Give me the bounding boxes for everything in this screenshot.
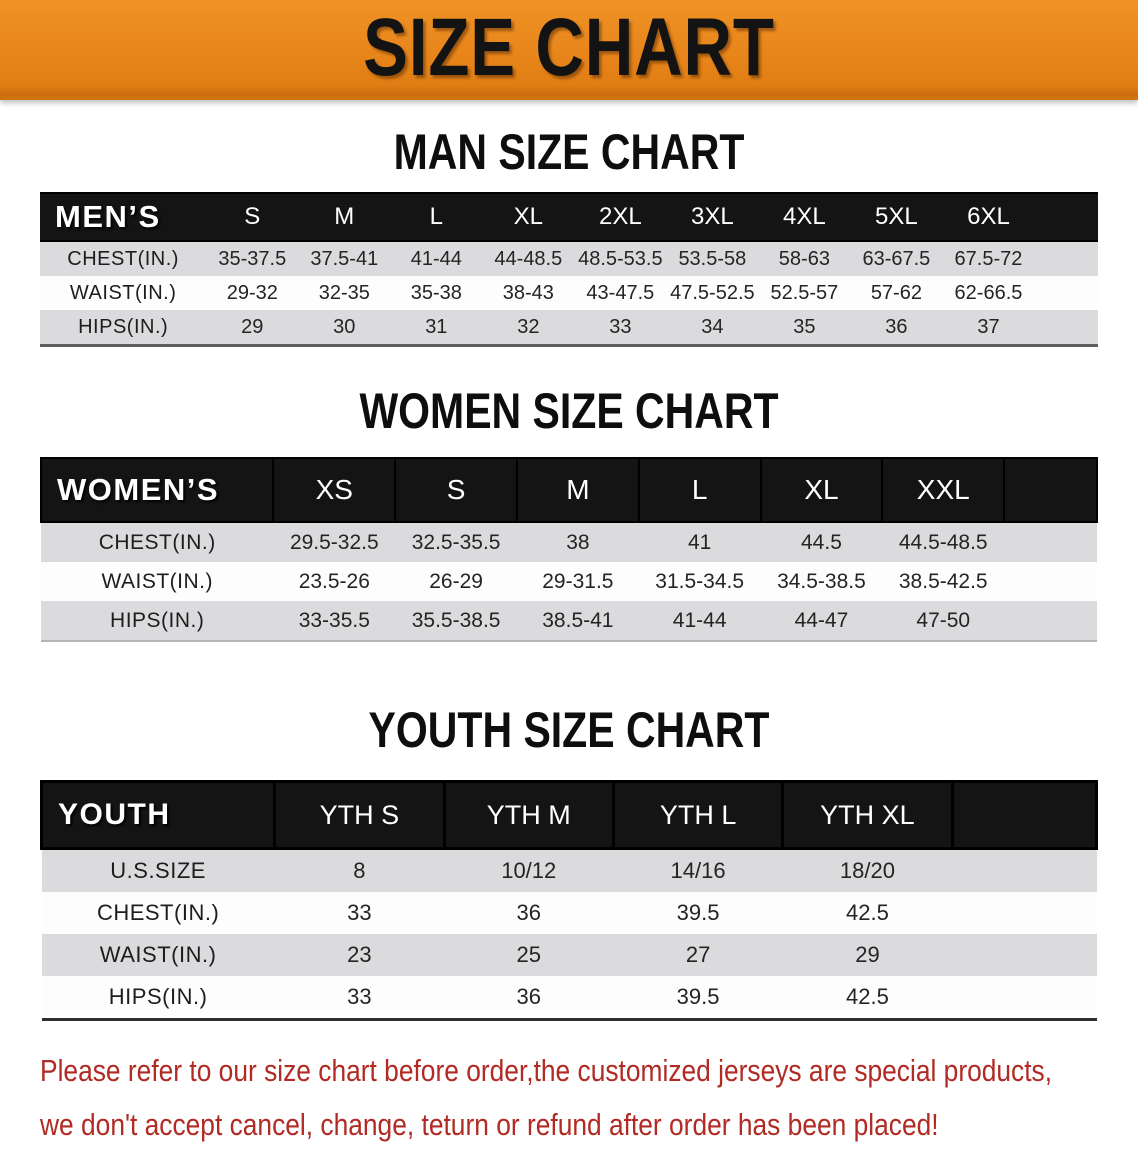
size-column-header: 3XL — [666, 193, 758, 241]
row-spacer — [952, 892, 1096, 934]
row-spacer — [1035, 276, 1098, 310]
size-value-cell: 52.5-57 — [770, 281, 839, 304]
size-column-header: YTH L — [613, 782, 782, 849]
row-label: HIPS(IN.) — [78, 315, 169, 338]
size-column-header: XL — [761, 458, 883, 522]
size-value-cell: 38.5-41 — [542, 608, 614, 632]
size-value-cell: 34 — [701, 315, 724, 338]
table-row — [42, 934, 1097, 976]
size-value-cell: 41-44 — [672, 608, 727, 632]
size-value-cell: 58-63 — [778, 247, 830, 270]
size-column-header: L — [639, 458, 761, 522]
size-column-header: 5XL — [850, 193, 942, 241]
size-value-cell: 39.5 — [676, 900, 720, 925]
size-value-cell: 33 — [347, 984, 372, 1009]
size-value-cell: 36 — [885, 315, 908, 338]
size-value-cell: 63-67.5 — [862, 247, 931, 270]
size-value-cell: 23 — [347, 942, 372, 967]
row-label: HIPS(IN.) — [108, 984, 208, 1009]
size-column-header: S — [206, 193, 298, 241]
size-value-cell: 44-48.5 — [494, 247, 563, 270]
size-value-cell: 29 — [241, 315, 264, 338]
row-spacer — [1004, 601, 1097, 641]
size-value-cell: 35 — [793, 315, 816, 338]
size-value-cell: 23.5-26 — [298, 569, 370, 593]
row-spacer — [1035, 241, 1098, 276]
women-section-heading: WOMEN SIZE CHART — [359, 383, 779, 439]
size-value-cell: 47-50 — [916, 608, 971, 632]
section-youth — [0, 704, 1138, 1021]
size-column-header: YTH S — [275, 782, 444, 849]
header-spacer — [952, 782, 1096, 849]
row-spacer — [952, 976, 1096, 1020]
row-spacer — [1004, 562, 1097, 601]
section-women — [0, 385, 1138, 642]
size-value-cell: 14/16 — [670, 858, 726, 883]
youth-header-row — [42, 782, 1097, 849]
size-value-cell: 29-32 — [226, 281, 278, 304]
size-value-cell: 44.5 — [801, 530, 842, 554]
header-spacer — [1004, 458, 1097, 522]
row-label: CHEST(IN.) — [96, 900, 220, 925]
size-value-cell: 47.5-52.5 — [670, 281, 755, 304]
size-column-header: M — [298, 193, 390, 241]
size-value-cell: 38 — [566, 530, 590, 554]
size-column-header: XXL — [882, 458, 1004, 522]
size-value-cell: 32 — [517, 315, 540, 338]
size-value-cell: 27 — [685, 942, 711, 967]
size-value-cell: 35.5-38.5 — [411, 608, 501, 632]
size-value-cell: 41 — [687, 530, 712, 554]
size-value-cell: 8 — [353, 858, 366, 883]
size-value-cell: 44.5-48.5 — [898, 530, 988, 554]
size-value-cell: 39.5 — [676, 984, 720, 1009]
table-corner-label: YOUTH — [42, 782, 275, 849]
size-value-cell: 32-35 — [318, 281, 370, 304]
table-row — [42, 892, 1097, 934]
row-label: WAIST(IN.) — [69, 281, 177, 304]
size-value-cell: 42.5 — [846, 900, 889, 925]
size-value-cell: 26-29 — [429, 569, 483, 593]
table-corner-label: MEN’S — [40, 193, 206, 241]
row-spacer — [952, 934, 1096, 976]
row-label: WAIST(IN.) — [101, 569, 213, 593]
table-row — [40, 241, 1098, 276]
size-value-cell: 36 — [516, 900, 541, 925]
row-label: WAIST(IN.) — [99, 942, 217, 967]
size-column-header: 2XL — [574, 193, 666, 241]
size-value-cell: 29 — [855, 942, 880, 967]
size-value-cell: 62-66.5 — [954, 281, 1023, 304]
size-value-cell: 30 — [333, 315, 356, 338]
size-value-cell: 35-38 — [410, 281, 462, 304]
size-value-cell: 48.5-53.5 — [578, 247, 663, 270]
table-row — [41, 522, 1097, 562]
size-value-cell: 33-35.5 — [298, 608, 370, 632]
size-value-cell: 44-47 — [794, 608, 849, 632]
women-size-table — [40, 457, 1098, 642]
disclaimer-line-1: Please refer to our size chart before order,the customized jerseys are special products, — [40, 1053, 1053, 1088]
table-row — [41, 562, 1097, 601]
size-column-header: 4XL — [758, 193, 850, 241]
men-section-heading: MAN SIZE CHART — [393, 124, 745, 180]
row-label: CHEST(IN.) — [98, 530, 216, 554]
row-spacer — [952, 849, 1096, 893]
header-spacer — [1035, 193, 1098, 241]
size-value-cell: 36 — [516, 984, 541, 1009]
size-value-cell: 31 — [425, 315, 448, 338]
size-value-cell: 38-43 — [502, 281, 554, 304]
row-spacer — [1004, 522, 1097, 562]
size-value-cell: 31.5-34.5 — [655, 569, 745, 593]
men-header-row — [40, 193, 1098, 241]
banner — [0, 0, 1138, 100]
row-label: HIPS(IN.) — [110, 608, 205, 632]
size-value-cell: 67.5-72 — [954, 247, 1023, 270]
disclaimer — [40, 1047, 1138, 1155]
size-value-cell: 37.5-41 — [310, 247, 379, 270]
size-value-cell: 43-47.5 — [586, 281, 655, 304]
size-value-cell: 29-31.5 — [542, 569, 614, 593]
size-value-cell: 57-62 — [870, 281, 922, 304]
table-row — [40, 276, 1098, 310]
section-men — [0, 126, 1138, 347]
size-value-cell: 33 — [609, 315, 632, 338]
size-column-header: XS — [273, 458, 395, 522]
men-size-table — [40, 192, 1098, 347]
row-label: U.S.SIZE — [110, 858, 206, 883]
size-value-cell: 32.5-35.5 — [411, 530, 501, 554]
size-value-cell: 42.5 — [846, 984, 889, 1009]
table-row — [41, 601, 1097, 641]
size-value-cell: 10/12 — [501, 858, 557, 883]
size-value-cell: 33 — [347, 900, 372, 925]
table-row — [42, 976, 1097, 1020]
size-value-cell: 38.5-42.5 — [898, 569, 988, 593]
size-value-cell: 34.5-38.5 — [777, 569, 866, 593]
size-value-cell: 18/20 — [839, 858, 895, 883]
women-header-row — [41, 458, 1097, 522]
size-column-header: 6XL — [942, 193, 1034, 241]
size-value-cell: 25 — [516, 942, 541, 967]
row-spacer — [1035, 310, 1098, 346]
page-title: SIZE CHART — [363, 2, 775, 93]
size-column-header: YTH M — [444, 782, 613, 849]
row-label: CHEST(IN.) — [67, 247, 179, 270]
youth-size-table — [40, 780, 1098, 1021]
table-corner-label: WOMEN’S — [41, 458, 273, 522]
size-value-cell: 53.5-58 — [678, 247, 747, 270]
youth-section-heading: YOUTH SIZE CHART — [368, 702, 770, 758]
size-column-header: M — [517, 458, 639, 522]
size-value-cell: 37 — [977, 315, 1000, 338]
table-row — [42, 849, 1097, 893]
size-value-cell: 41-44 — [410, 247, 462, 270]
size-value-cell: 29.5-32.5 — [289, 530, 379, 554]
size-column-header: YTH XL — [783, 782, 952, 849]
size-column-header: L — [390, 193, 482, 241]
size-value-cell: 35-37.5 — [218, 247, 287, 270]
size-column-header: XL — [482, 193, 574, 241]
size-column-header: S — [395, 458, 517, 522]
table-row — [40, 310, 1098, 346]
disclaimer-line-2: we don't accept cancel, change, teturn or refund after order has been placed! — [40, 1107, 939, 1142]
size-chart-content — [0, 126, 1138, 1021]
